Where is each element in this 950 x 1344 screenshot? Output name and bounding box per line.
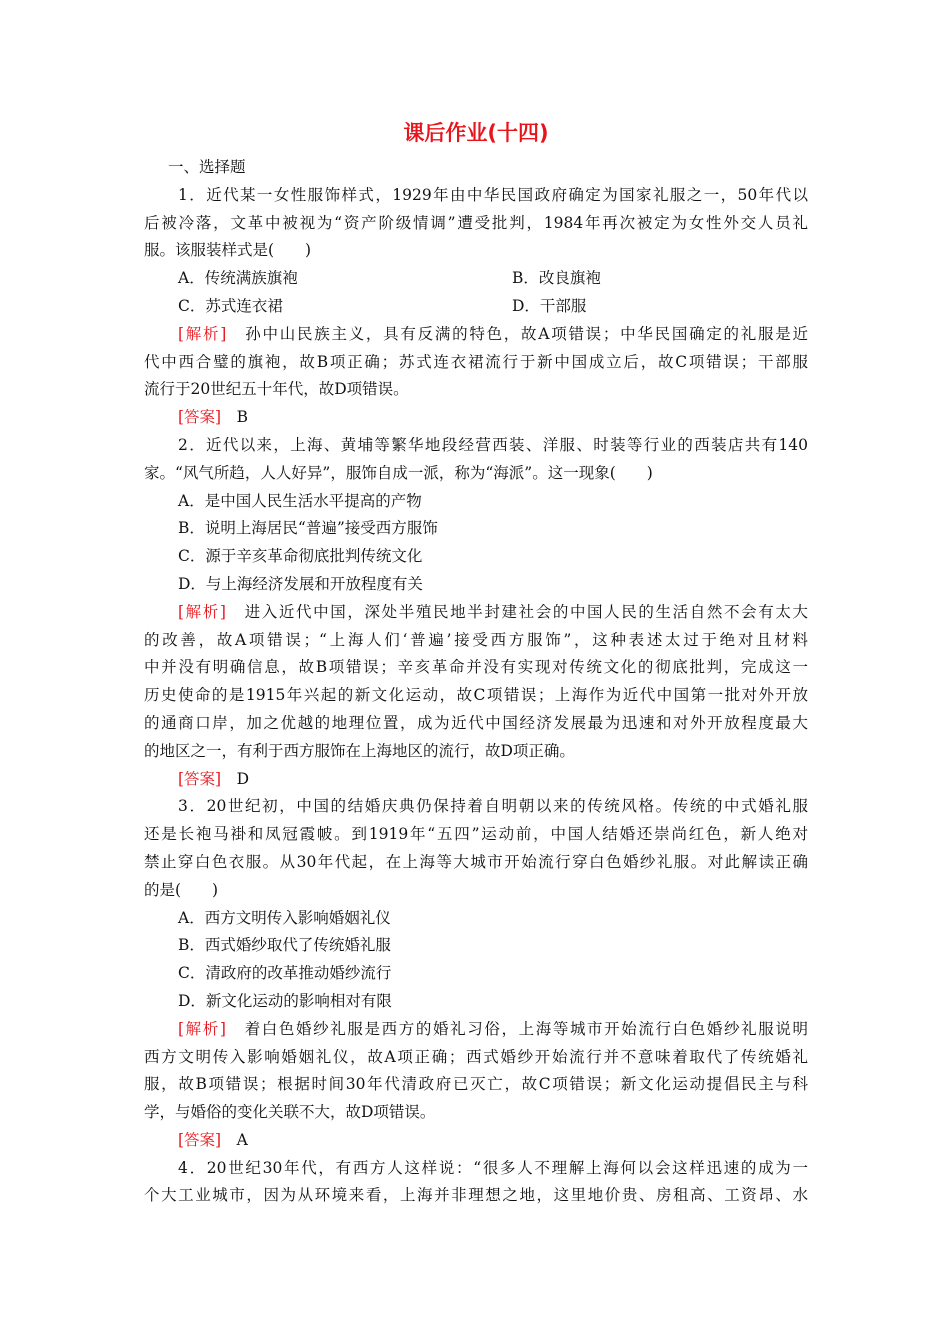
option-row	[144, 265, 808, 293]
option-d: D．与上海经济发展和开放程度有关	[178, 574, 423, 593]
question-stem-line: 1．近代某一女性服饰样式，1929年由中华民国政府确定为国家礼服之一，50年代以	[178, 185, 808, 204]
analysis-tag: [解析]	[178, 1019, 226, 1038]
option-row	[144, 293, 808, 321]
question-stem-line: 后被冷落，文革中被视为“资产阶级情调”遭受批判，1984年再次被定为女性外交人员礼	[144, 213, 808, 232]
analysis-line: 历史使命的是1915年兴起的新文化运动，故C项错误；上海作为近代中国第一批对外开放	[144, 686, 808, 705]
analysis-line: 的地区之一，有利于西方服饰在上海地区的流行，故D项正确。	[144, 741, 575, 760]
option-c: C．苏式连衣裙	[178, 296, 283, 315]
analysis-line: 服，故B项错误；根据时间30年代清政府已灭亡，故C项错误；新文化运动提倡民主与科	[144, 1075, 808, 1094]
analysis-line	[144, 1016, 808, 1044]
analysis-line: 流行于20世纪五十年代，故D项错误。	[144, 380, 409, 399]
question-stem-line: 4．20世纪30年代，有西方人这样说：“很多人不理解上海何以会这样迅速的成为一	[178, 1158, 808, 1177]
answer-value: A	[221, 1130, 248, 1149]
option-a: A．是中国人民生活水平提高的产物	[178, 491, 422, 510]
analysis-tag: [解析]	[178, 324, 227, 343]
question-1	[144, 182, 808, 432]
question-2	[144, 432, 808, 793]
analysis-line: 西方文明传入影响婚姻礼仪，故A项正确；西式婚纱开始流行并不意味着取代了传统婚礼	[144, 1047, 808, 1066]
question-stem-line: 2．近代以来，上海、黄埔等繁华地段经营西装、洋服、时装等行业的西装店共有140	[178, 435, 808, 454]
question-stem-line: 的是( )	[144, 880, 219, 899]
question-stem-line: 服。该服装样式是( )	[144, 241, 312, 260]
answer-tag: [答案]	[178, 408, 222, 427]
analysis-tag: [解析]	[178, 602, 226, 621]
option-a: A．传统满族旗袍	[178, 269, 298, 288]
analysis-line: 学，与婚俗的变化关联不大，故D项错误。	[144, 1103, 436, 1122]
analysis-text: 孙中山民族主义，具有反满的特色，故A项错误；中华民国确定的礼服是近	[226, 324, 808, 343]
analysis-line: 中并没有明确信息，故B项错误；辛亥革命并没有实现对传统文化的彻底批判，完成这一	[144, 658, 808, 677]
analysis-line: 代中西合璧的旗袍，故B项正确；苏式连衣裙流行于新中国成立后，故C项错误；干部服	[144, 352, 808, 371]
analysis-line: 的改善，故A项错误；“上海人们‘普遍’接受西方服饰”，这种表述太过于绝对且材料	[144, 630, 808, 649]
answer-tag: [答案]	[178, 769, 222, 788]
page-title: 课后作业(十四)	[403, 121, 549, 145]
section-heading: 一、选择题	[168, 158, 246, 176]
analysis-text: 进入近代中国，深处半殖民地半封建社会的中国人民的生活自然不会有太大	[225, 602, 808, 621]
analysis-text: 着白色婚纱礼服是西方的婚礼习俗，上海等城市开始流行白色婚纱礼服说明	[225, 1019, 808, 1038]
analysis-line: 的通商口岸，加之优越的地理位置，成为近代中国经济发展最为迅速和对外开放程度最大	[144, 713, 808, 732]
answer-tag: [答案]	[178, 1130, 222, 1149]
question-stem-line: 个大工业城市，因为从环境来看，上海并非理想之地，这里地价贵、房租高、工资昂、水	[144, 1186, 808, 1205]
answer-line	[144, 404, 808, 432]
option-a: A．西方文明传入影响婚姻礼仪	[178, 908, 391, 927]
option-b: B．说明上海居民“普遍”接受西方服饰	[178, 519, 438, 538]
analysis-line	[144, 321, 808, 349]
answer-line	[144, 1127, 808, 1155]
analysis-line	[144, 599, 808, 627]
question-3	[144, 793, 808, 1154]
answer-value: B	[221, 408, 248, 427]
answer-value: D	[221, 769, 250, 788]
option-b: B．西式婚纱取代了传统婚礼服	[178, 936, 391, 955]
option-d: D．新文化运动的影响相对有限	[178, 991, 392, 1010]
option-c: C．源于辛亥革命彻底批判传统文化	[178, 547, 423, 566]
option-c: C．清政府的改革推动婚纱流行	[178, 964, 392, 983]
question-stem-line: 还是长袍马褂和凤冠霞帔。到1919年“五四”运动前，中国人结婚还崇尚红色，新人绝对	[144, 825, 808, 844]
answer-line	[144, 766, 808, 794]
option-d: D．干部服	[512, 296, 587, 315]
question-stem-line: 3．20世纪初，中国的结婚庆典仍保持着自明朝以来的传统风格。传统的中式婚礼服	[178, 797, 808, 816]
question-stem-line: 家。“风气所趋，人人好异”，服饰自成一派，称为“海派”。这一现象( )	[144, 463, 653, 482]
option-b: B．改良旗袍	[512, 269, 601, 288]
document-page	[144, 118, 808, 1210]
question-stem-line: 禁止穿白色衣服。从30年代起，在上海等大城市开始流行穿白色婚纱礼服。对此解读正确	[144, 852, 808, 871]
question-4	[144, 1155, 808, 1211]
